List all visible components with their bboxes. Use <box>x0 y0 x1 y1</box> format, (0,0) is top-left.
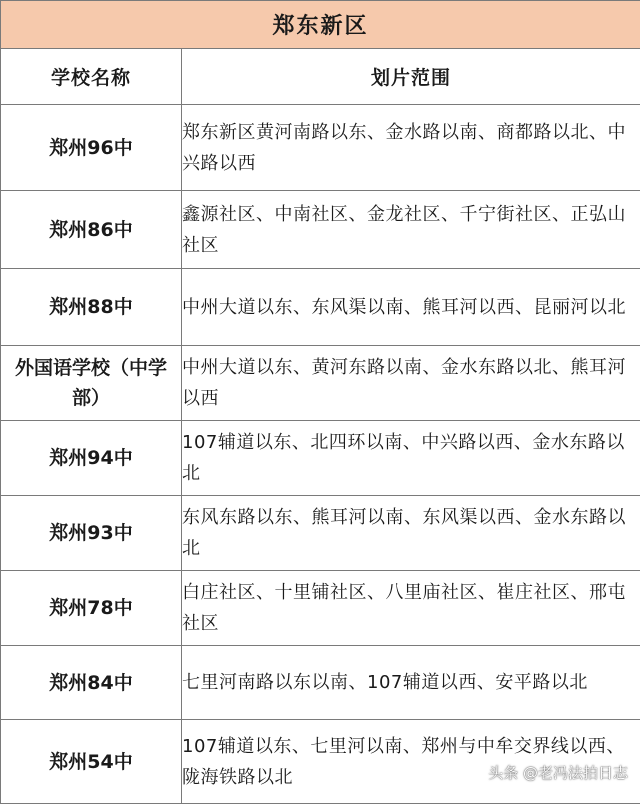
school-name: 郑州78中 <box>1 571 182 646</box>
school-name: 郑州96中 <box>1 105 182 191</box>
table-row <box>1 191 640 269</box>
district-range: 中州大道以东、黄河东路以南、金水东路以北、熊耳河以西 <box>182 346 640 421</box>
school-name: 郑州84中 <box>1 646 182 720</box>
school-name: 郑州88中 <box>1 269 182 346</box>
table-row <box>1 105 640 191</box>
table-row <box>1 269 640 346</box>
column-header-range: 划片范围 <box>182 49 640 105</box>
district-range: 107辅道以东、七里河以南、郑州与中牟交界线以西、陇海铁路以北 <box>182 720 640 804</box>
school-name: 郑州86中 <box>1 191 182 269</box>
district-range: 中州大道以东、东风渠以南、熊耳河以西、昆丽河以北 <box>182 269 640 346</box>
district-range: 七里河南路以东以南、107辅道以西、安平路以北 <box>182 646 640 720</box>
table-title: 郑东新区 <box>1 1 640 49</box>
table-header-row <box>1 49 640 105</box>
district-range: 东风东路以东、熊耳河以南、东风渠以西、金水东路以北 <box>182 496 640 571</box>
school-name: 郑州93中 <box>1 496 182 571</box>
district-range: 鑫源社区、中南社区、金龙社区、千宁街社区、正弘山社区 <box>182 191 640 269</box>
district-range: 白庄社区、十里铺社区、八里庙社区、崔庄社区、邢屯社区 <box>182 571 640 646</box>
table-row <box>1 421 640 496</box>
district-range: 107辅道以东、北四环以南、中兴路以西、金水东路以北 <box>182 421 640 496</box>
table-title-row <box>1 1 640 49</box>
table-row <box>1 646 640 720</box>
watermark: 头条 @老冯法拍日志 <box>488 762 628 783</box>
table-row <box>1 496 640 571</box>
school-name: 郑州54中 <box>1 720 182 804</box>
school-name: 外国语学校（中学部） <box>1 346 182 421</box>
district-range: 郑东新区黄河南路以东、金水路以南、商都路以北、中兴路以西 <box>182 105 640 191</box>
table-row <box>1 571 640 646</box>
column-header-school: 学校名称 <box>1 49 182 105</box>
school-name: 郑州94中 <box>1 421 182 496</box>
table-row <box>1 346 640 421</box>
